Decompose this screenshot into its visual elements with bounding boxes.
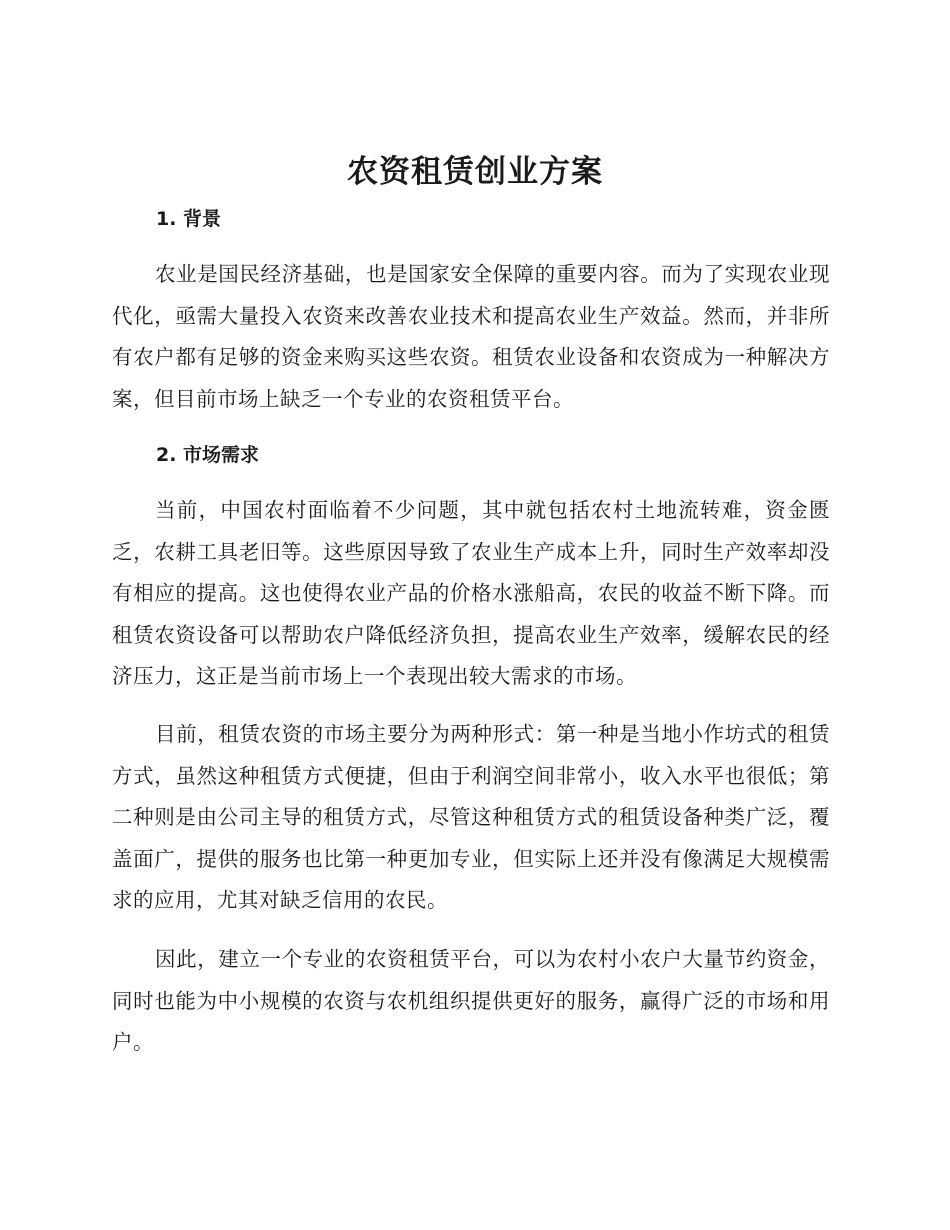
section-heading-market-demand: 2. 市场需求 (156, 444, 260, 466)
paragraph-background: 农业是国民经济基础，也是国家安全保障的重要内容。而为了实现农业现代化，亟需大量投入农资来改善农业技术和提高农业生产效益。然而，并非所有农户都有足够的资金来购买这些农资。租赁农业设备和农资成为一种解决方案，但目前市场上缺乏一个专业的农资租赁平台。 (112, 262, 830, 411)
section-heading-background: 1. 背景 (156, 208, 222, 230)
document-title: 农资租赁创业方案 (347, 154, 603, 190)
paragraph-market-demand-3: 因此，建立一个专业的农资租赁平台，可以为农村小农户大量节约资金，同时也能为中小规模的农资与农机组织提供更好的服务，赢得广泛的市场和用户。 (112, 947, 830, 1054)
paragraph-market-demand-2: 目前，租赁农资的市场主要分为两种形式：第一种是当地小作坊式的租赁方式，虽然这种租赁方式便捷，但由于利润空间非常小，收入水平也很低；第二种则是由公司主导的租赁方式，尽管这种租赁方式的租赁设备种类广泛，覆盖面广，提供的服务也比第一种更加专业，但实际上还并没有像满足大规模需求的应用，尤其对缺乏信用的农民。 (112, 722, 830, 912)
paragraph-market-demand-1: 当前，中国农村面临着不少问题，其中就包括农村土地流转难，资金匮乏，农耕工具老旧等。这些原因导致了农业生产成本上升，同时生产效率却没有相应的提高。这也使得农业产品的价格水涨船高，农民的收益不断下降。而租赁农资设备可以帮助农户降低经济负担，提高农业生产效率，缓解农民的经济压力，这正是当前市场上一个表现出较大需求的市场。 (112, 498, 830, 688)
